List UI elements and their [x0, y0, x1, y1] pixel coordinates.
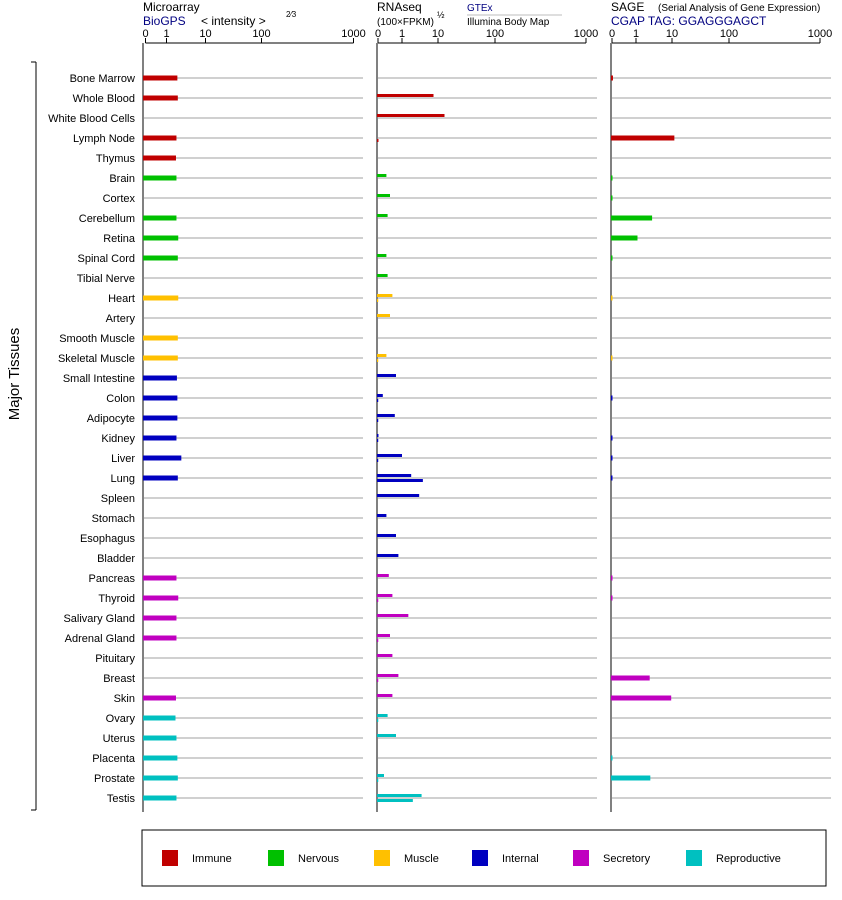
tissue-label: Adipocyte	[86, 413, 135, 425]
legend-swatch	[162, 850, 178, 866]
sage-bar	[611, 256, 613, 261]
legend-swatch	[573, 850, 589, 866]
sage-note: (Serial Analysis of Gene Expression)	[658, 3, 821, 14]
tissue-row	[106, 313, 831, 325]
tissue-label: Retina	[103, 233, 135, 245]
gtex-bar	[377, 554, 398, 557]
sage-tick-label: 1	[632, 28, 640, 40]
tissue-label: Cerebellum	[78, 213, 135, 225]
tissue-label: Brain	[109, 173, 135, 185]
microarray-title: Microarray	[143, 0, 200, 14]
microarray-bar	[143, 396, 177, 401]
tissue-label: Bladder	[97, 553, 135, 565]
rnaseq-tick-label: 1000	[573, 28, 599, 40]
microarray-bar	[143, 456, 181, 461]
tissue-row	[106, 713, 831, 725]
microarray-bar	[143, 176, 176, 181]
rnaseq-tick-label: 1	[398, 28, 406, 40]
gtex-bar	[377, 174, 386, 177]
gtex-bar	[377, 574, 389, 577]
tissue-row	[73, 93, 831, 105]
legend-label: Secretory	[603, 853, 651, 865]
tissue-row	[107, 793, 831, 805]
tissue-row	[96, 153, 831, 165]
tissue-label: Cortex	[102, 193, 135, 205]
microarray-bar	[143, 336, 178, 341]
tissue-label: Liver	[111, 453, 135, 465]
microarray-bar	[143, 696, 176, 701]
tissue-label: Thyroid	[98, 593, 135, 605]
microarray-bar	[143, 636, 176, 641]
sage-axis	[609, 28, 832, 812]
sage-tick-label: 10	[665, 28, 679, 40]
gtex-bar	[377, 674, 398, 677]
tissue-row	[103, 673, 831, 685]
tissue-label: Prostate	[94, 773, 135, 785]
microarray-bar	[143, 576, 176, 581]
sage-bar	[611, 576, 613, 581]
tissue-label: Whole Blood	[72, 93, 135, 105]
tissue-label: Pancreas	[88, 573, 135, 585]
sage-bar	[611, 456, 613, 461]
legend-item	[472, 850, 539, 866]
illumina-bar	[377, 399, 378, 402]
axes	[142, 28, 832, 812]
sage-tick-label: 100	[719, 28, 739, 40]
tissue-row	[77, 273, 831, 285]
gtex-bar	[377, 114, 444, 117]
tissue-label: White Blood Cells	[48, 113, 135, 125]
microarray-bar	[143, 616, 176, 621]
tissue-row	[101, 493, 831, 505]
tissue-label: Colon	[106, 393, 135, 405]
tissue-label: Esophagus	[79, 533, 135, 545]
legend-label: Immune	[192, 853, 232, 865]
rnaseq-axis	[375, 28, 598, 812]
illumina-bar	[377, 359, 378, 362]
tissue-label: Smooth Muscle	[59, 333, 135, 345]
tissue-label: Spleen	[100, 493, 135, 505]
tissue-row	[108, 293, 831, 305]
gtex-bar	[377, 294, 392, 297]
gtex-bar	[377, 374, 396, 377]
microarray-bar	[143, 76, 177, 81]
illumina-bar	[377, 479, 423, 482]
legend-label: Reproductive	[716, 853, 781, 865]
sage-bar	[611, 356, 613, 361]
gtex-bar	[377, 254, 386, 257]
rnaseq-tick-label: 10	[431, 28, 445, 40]
illumina-bar	[377, 459, 378, 462]
microarray-tick-label: 10	[199, 28, 212, 40]
gtex-bar	[377, 394, 383, 397]
tissue-row	[92, 753, 831, 765]
sage-bar	[611, 136, 674, 141]
rnaseq-tick-label: 0	[374, 28, 382, 40]
gtex-bar	[377, 94, 434, 97]
sage-bar	[611, 676, 650, 681]
rnaseq-tick-label: 100	[485, 28, 505, 40]
tissue-row	[95, 653, 831, 665]
illumina-bar	[377, 799, 413, 802]
illumina-bar	[377, 719, 378, 722]
tissue-row	[97, 553, 831, 565]
legend-item	[162, 850, 232, 866]
tissue-label: Skeletal Muscle	[57, 353, 135, 365]
microarray-bar	[143, 736, 176, 741]
microarray-tick-label: 1	[163, 28, 170, 40]
sage-bar	[611, 396, 613, 401]
illumina-bar	[377, 599, 378, 602]
microarray-bar	[143, 416, 177, 421]
microarray-bar	[143, 436, 176, 441]
sage-tag: CGAP TAG: GGAGGGAGCT	[611, 14, 767, 28]
tissue-label: Spinal Cord	[77, 253, 135, 265]
tissue-row	[103, 733, 831, 745]
tissue-row	[101, 433, 831, 445]
sage-bar	[611, 756, 613, 761]
sage-bar	[611, 196, 613, 201]
microarray-tick-label: 0	[142, 28, 149, 40]
tissue-row	[109, 173, 831, 185]
sage-bar	[611, 776, 650, 781]
sage-bar	[611, 596, 613, 601]
tissue-row	[59, 333, 831, 345]
gtex-bar	[377, 714, 388, 717]
gtex-bar	[377, 614, 408, 617]
microarray-bar	[143, 596, 178, 601]
tissue-label: Small Intestine	[62, 373, 135, 385]
tissue-label: Salivary Gland	[63, 613, 135, 625]
tissue-row	[87, 413, 831, 425]
tissue-row	[58, 353, 831, 365]
tissue-label: Adrenal Gland	[64, 633, 135, 645]
tissue-label: Heart	[108, 293, 135, 305]
microarray-tick-label: 100	[252, 28, 271, 40]
legend-swatch	[268, 850, 284, 866]
tissue-row	[80, 533, 831, 545]
tissue-label: Placenta	[92, 753, 135, 765]
illumina-bar	[377, 779, 378, 782]
microarray-bar	[143, 236, 178, 241]
tissue-row	[111, 473, 831, 485]
tissue-label: Tibial Nerve	[76, 273, 135, 285]
microarray-bar	[143, 156, 176, 161]
legend-item	[268, 850, 339, 866]
tissue-row	[73, 133, 831, 145]
rnaseq-unit-exponent: ½	[437, 10, 445, 20]
tissue-row	[103, 233, 831, 245]
sage-bar	[611, 296, 613, 301]
tissue-label: Lung	[110, 473, 135, 485]
microarray-bar	[143, 136, 176, 141]
tissue-row	[111, 453, 831, 465]
legend-item	[686, 850, 781, 866]
gtex-bar	[377, 214, 388, 217]
illumina-bar	[377, 299, 378, 302]
gtex-bar	[377, 634, 390, 637]
rnaseq-unit: (100×FPKM)	[377, 17, 434, 28]
illumina-bar	[377, 639, 378, 642]
gtex-bar	[377, 314, 390, 317]
illumina-label: Illumina Body Map	[467, 17, 550, 28]
tissue-label: Pituitary	[95, 653, 135, 665]
microarray-bar	[143, 716, 175, 721]
rnaseq-title: RNAseq	[377, 0, 422, 14]
microarray-tick-label: 1000	[341, 28, 366, 40]
tissue-label: Kidney	[101, 433, 135, 445]
legend	[142, 830, 826, 886]
sage-tick-label: 1000	[807, 28, 833, 40]
gtex-bar	[377, 414, 395, 417]
tissue-row	[89, 573, 831, 585]
tissue-row	[98, 593, 831, 605]
tissue-label: Breast	[103, 673, 135, 685]
gtex-bar	[377, 794, 422, 797]
legend-swatch	[374, 850, 390, 866]
sage-bar	[611, 176, 613, 181]
tissue-row	[106, 393, 831, 405]
gtex-bar	[377, 734, 396, 737]
tissue-row	[94, 773, 831, 785]
gtex-bar	[377, 514, 386, 517]
legend-item	[573, 850, 651, 866]
tissue-row	[78, 253, 831, 265]
tissue-row	[79, 213, 831, 225]
tissue-label: Skin	[113, 693, 135, 705]
tissue-label: Testis	[106, 793, 135, 805]
microarray-unit-exponent: 2⁄3	[286, 10, 297, 19]
microarray-bar	[143, 476, 178, 481]
tissue-row	[65, 633, 831, 645]
gtex-bar	[377, 434, 378, 437]
gtex-bar	[377, 774, 384, 777]
gtex-bar	[377, 694, 392, 697]
illumina-bar	[377, 139, 378, 142]
tissue-rows	[48, 73, 831, 805]
tissue-row	[70, 73, 831, 85]
microarray-bar	[143, 756, 177, 761]
gtex-bar	[377, 654, 392, 657]
legend-swatch	[472, 850, 488, 866]
gtex-bar	[377, 354, 386, 357]
gtex-bar	[377, 494, 419, 497]
sage-bar	[611, 696, 671, 701]
panel-headers	[143, 0, 820, 28]
y-axis-bracket	[6, 62, 36, 810]
tissue-row	[92, 513, 831, 525]
microarray-unit: < intensity >	[201, 14, 266, 28]
tissue-row	[63, 373, 831, 385]
gtex-label: GTEx	[467, 3, 493, 14]
microarray-bar	[143, 96, 178, 101]
tissue-label: Artery	[105, 313, 135, 325]
sage-bar	[611, 436, 613, 441]
microarray-bar	[143, 216, 176, 221]
tissue-row	[114, 693, 831, 705]
tissue-row	[48, 113, 831, 125]
microarray-bar	[143, 796, 176, 801]
illumina-bar	[377, 419, 378, 422]
microarray-bar	[143, 356, 178, 361]
tissue-label: Ovary	[105, 713, 135, 725]
sage-bar	[611, 236, 637, 241]
sage-bar	[611, 216, 652, 221]
microarray-bar	[143, 256, 178, 261]
gtex-bar	[377, 534, 396, 537]
sage-bar	[611, 76, 613, 81]
legend-label: Muscle	[404, 853, 439, 865]
sage-tick-label: 0	[608, 28, 616, 40]
legend-label: Internal	[502, 853, 539, 865]
legend-label: Nervous	[298, 853, 339, 865]
tissue-label: Uterus	[102, 733, 135, 745]
gtex-bar	[377, 194, 390, 197]
tissue-label: Bone Marrow	[69, 73, 135, 85]
microarray-bar	[143, 776, 178, 781]
sage-title: SAGE	[611, 0, 645, 14]
sage-bar	[611, 476, 613, 481]
tissue-row	[103, 193, 831, 205]
legend-item	[374, 850, 439, 866]
illumina-bar	[377, 679, 378, 682]
microarray-bar	[143, 376, 177, 381]
tissue-label: Stomach	[91, 513, 135, 525]
legend-swatch	[686, 850, 702, 866]
tissue-row	[63, 613, 831, 625]
tissue-label: Lymph Node	[73, 133, 135, 145]
tissue-label: Thymus	[95, 153, 135, 165]
illumina-bar	[377, 439, 378, 442]
microarray-subtitle: BioGPS	[143, 14, 186, 28]
gtex-bar	[377, 274, 388, 277]
microarray-bar	[143, 296, 178, 301]
y-axis-label: Major Tissues	[6, 327, 23, 421]
gtex-bar	[377, 474, 411, 477]
gtex-bar	[377, 454, 402, 457]
gtex-bar	[377, 594, 392, 597]
